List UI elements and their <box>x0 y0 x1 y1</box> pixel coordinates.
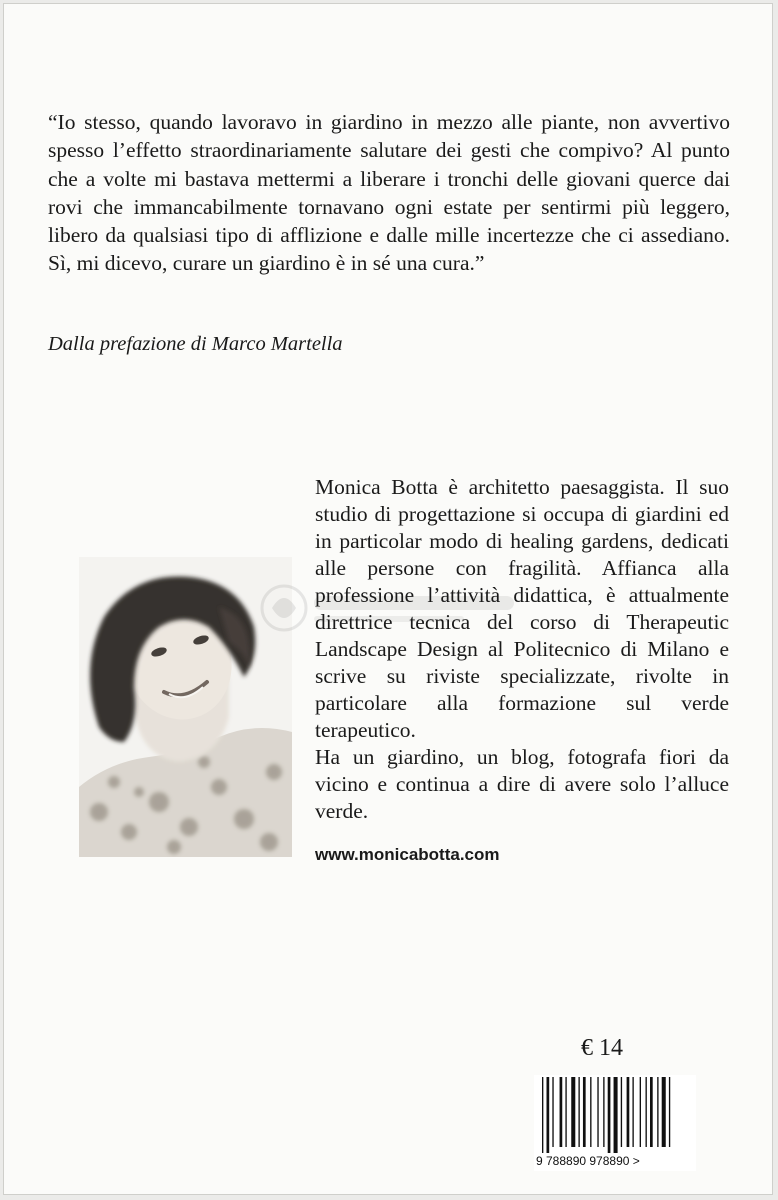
bio-paragraph-1: Monica Botta è architetto paesaggista. Il suo studio di progettazione si occupa di giardini ed in particolar modo di healing gardens, dedicati alle persone con fragilità. Affianca alla professione l’attività didattica, è attualmente direttrice tecnica del corso di Therapeutic Landscape Design al Politecnico di Milano e scrive su riviste specializzate, rivolte in particolare alla formazione sul verde terapeutico. <box>315 475 729 742</box>
barcode-bar <box>565 1077 566 1147</box>
barcode-bar <box>608 1077 611 1153</box>
book-back-cover <box>3 3 773 1195</box>
barcode-bar <box>632 1077 633 1147</box>
price-label: € 14 <box>581 1035 623 1061</box>
barcode-bar <box>650 1077 653 1147</box>
barcode-bar <box>669 1077 670 1147</box>
barcode-bar <box>583 1077 586 1147</box>
barcode-bar <box>578 1077 579 1147</box>
barcode-bar <box>627 1077 630 1147</box>
barcode-digits: 9 788890 978890 > <box>536 1154 640 1168</box>
barcode-bar <box>552 1077 553 1147</box>
barcode-bar <box>547 1077 550 1153</box>
barcode-bar <box>590 1077 591 1147</box>
author-website[interactable]: www.monicabotta.com <box>315 845 500 864</box>
barcode-bar <box>621 1077 622 1147</box>
barcode-bar <box>597 1077 598 1147</box>
barcode-bar <box>662 1077 666 1147</box>
author-bio <box>315 474 729 825</box>
barcode-bar <box>603 1077 604 1147</box>
barcode-bar <box>571 1077 575 1147</box>
barcode-bar <box>614 1077 618 1153</box>
barcode-bar <box>542 1077 543 1153</box>
isbn-barcode <box>534 1075 696 1171</box>
quote-source: Dalla prefazione di Marco Martella <box>48 333 343 355</box>
barcode-bar <box>657 1077 658 1147</box>
barcode-bar <box>560 1077 563 1147</box>
preface-quote: “Io stesso, quando lavoravo in giardino in mezzo alle piante, non avvertivo spesso l’effetto straordinariamente salutare dei gesti che compivo? Al punto che a volte mi bastava mettermi a liberare i tronchi delle giovani querce dai rovi che immancabilmente tornavano ogni estate per sentirmi più leggero, libero da qualsiasi tipo di afflizione e dalle mille incertezze che ci assediano. Sì, mi dicevo, curare un giardino è in sé una cura.” <box>48 110 730 276</box>
bio-paragraph-2: Ha un giardino, un blog, fotografa fiori da vicino e continua a dire di avere solo l’alluce verde. <box>315 745 729 823</box>
barcode-bar <box>646 1077 647 1147</box>
barcode-bar <box>640 1077 641 1147</box>
